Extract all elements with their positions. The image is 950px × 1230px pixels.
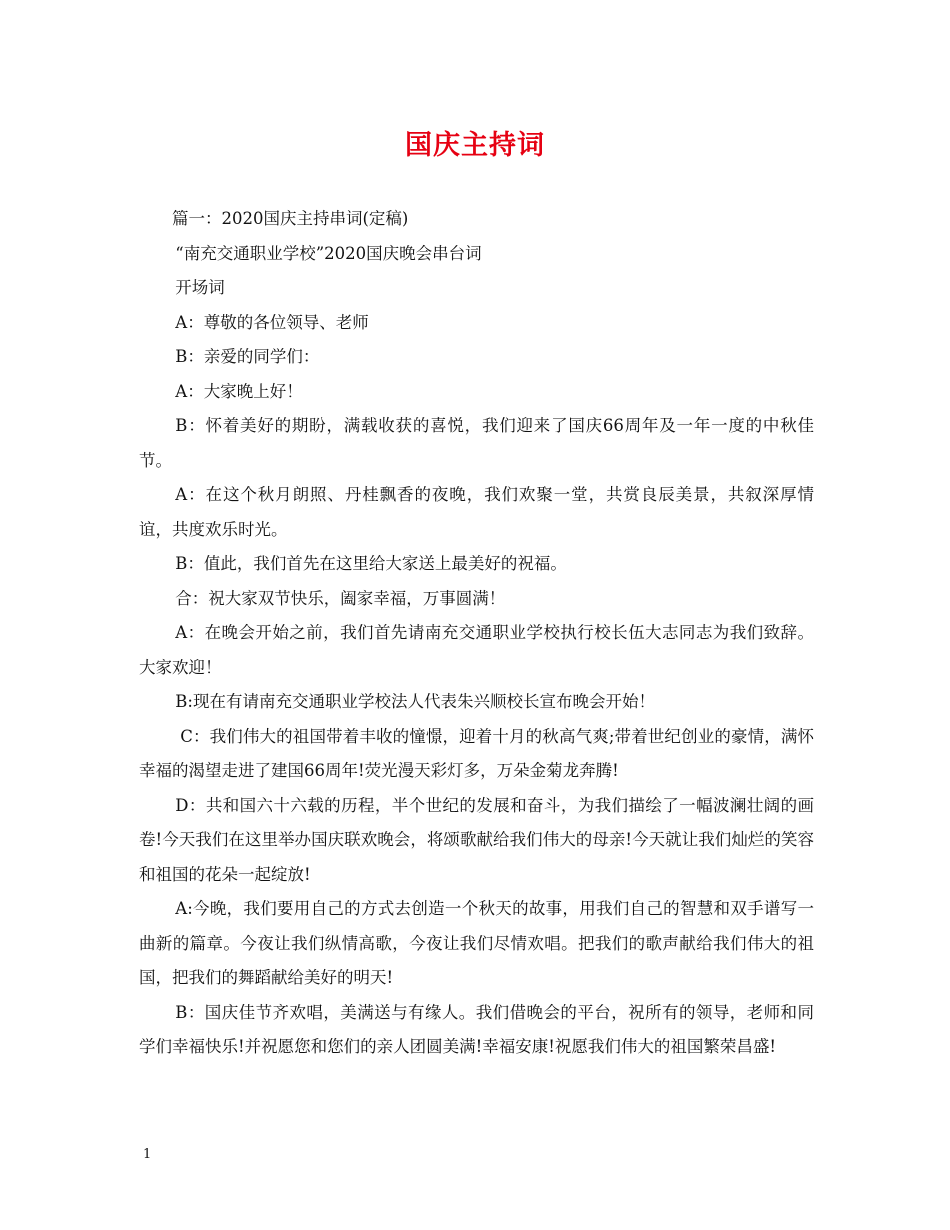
paragraph: A:今晚，我们要用自己的方式去创造一个秋天的故事，用我们自己的智慧和双手谱写一曲新的篇章。今夜让我们纵情高歌，今夜让我们尽情欢唱。把我们的歌声献给我们伟大的祖国，把我们的舞蹈献给美好的明天! bbox=[139, 899, 814, 987]
paragraph: A：在这个秋月朗照、丹桂飘香的夜晚，我们欢聚一堂，共赏良辰美景，共叙深厚情谊，共度欢乐时光。 bbox=[139, 485, 814, 539]
paragraph: A：尊敬的各位领导、老师 bbox=[175, 312, 369, 332]
paragraph: C：我们伟大的祖国带着丰收的憧憬，迎着十月的秋高气爽;带着世纪创业的豪情，满怀幸福的渴望走进了建国66周年!荧光漫天彩灯多，万朵金菊龙奔腾! bbox=[139, 726, 814, 780]
page-number: 1 bbox=[143, 1147, 152, 1162]
paragraph-subtitle: “南充交通职业学校”2020国庆晚会串台词 bbox=[175, 243, 482, 263]
paragraph: A：在晚会开始之前，我们首先请南充交通职业学校执行校长伍大志同志为我们致辞。大家欢迎！ bbox=[139, 623, 814, 677]
paragraph: B：亲爱的同学们： bbox=[175, 347, 320, 366]
document-body bbox=[139, 202, 814, 1065]
paragraph: B：国庆佳节齐欢唱，美满送与有缘人。我们借晚会的平台，祝所有的领导，老师和同学们幸福快乐!并祝愿您和您们的亲人团圆美满!幸福安康!祝愿我们伟大的祖国繁荣昌盛! bbox=[139, 1002, 814, 1056]
paragraph: B：怀着美好的期盼，满载收获的喜悦，我们迎来了国庆66周年及一年一度的中秋佳节。 bbox=[139, 416, 814, 470]
paragraph: 合：祝大家双节快乐，阖家幸福，万事圆满！ bbox=[175, 588, 506, 608]
paragraph-section-opening: 开场词 bbox=[175, 278, 225, 297]
paragraph: B:现在有请南充交通职业学校法人代表朱兴顺校长宣布晚会开始！ bbox=[175, 692, 655, 711]
paragraph: B：值此，我们首先在这里给大家送上最美好的祝福。 bbox=[175, 554, 567, 573]
paragraph-chapter-heading: 篇一：2020国庆主持串词(定稿) bbox=[172, 209, 409, 228]
paragraph: A：大家晚上好！ bbox=[175, 381, 303, 401]
paragraph: D：共和国六十六载的历程，半个世纪的发展和奋斗，为我们描绘了一幅波澜壮阔的画卷!今天我们在这里举办国庆联欢晚会，将颂歌献给我们伟大的母亲!今天就让我们灿烂的笑容和祖国的花朵一起绽放! bbox=[139, 795, 814, 884]
document-title: 国庆主持词 bbox=[405, 130, 545, 161]
